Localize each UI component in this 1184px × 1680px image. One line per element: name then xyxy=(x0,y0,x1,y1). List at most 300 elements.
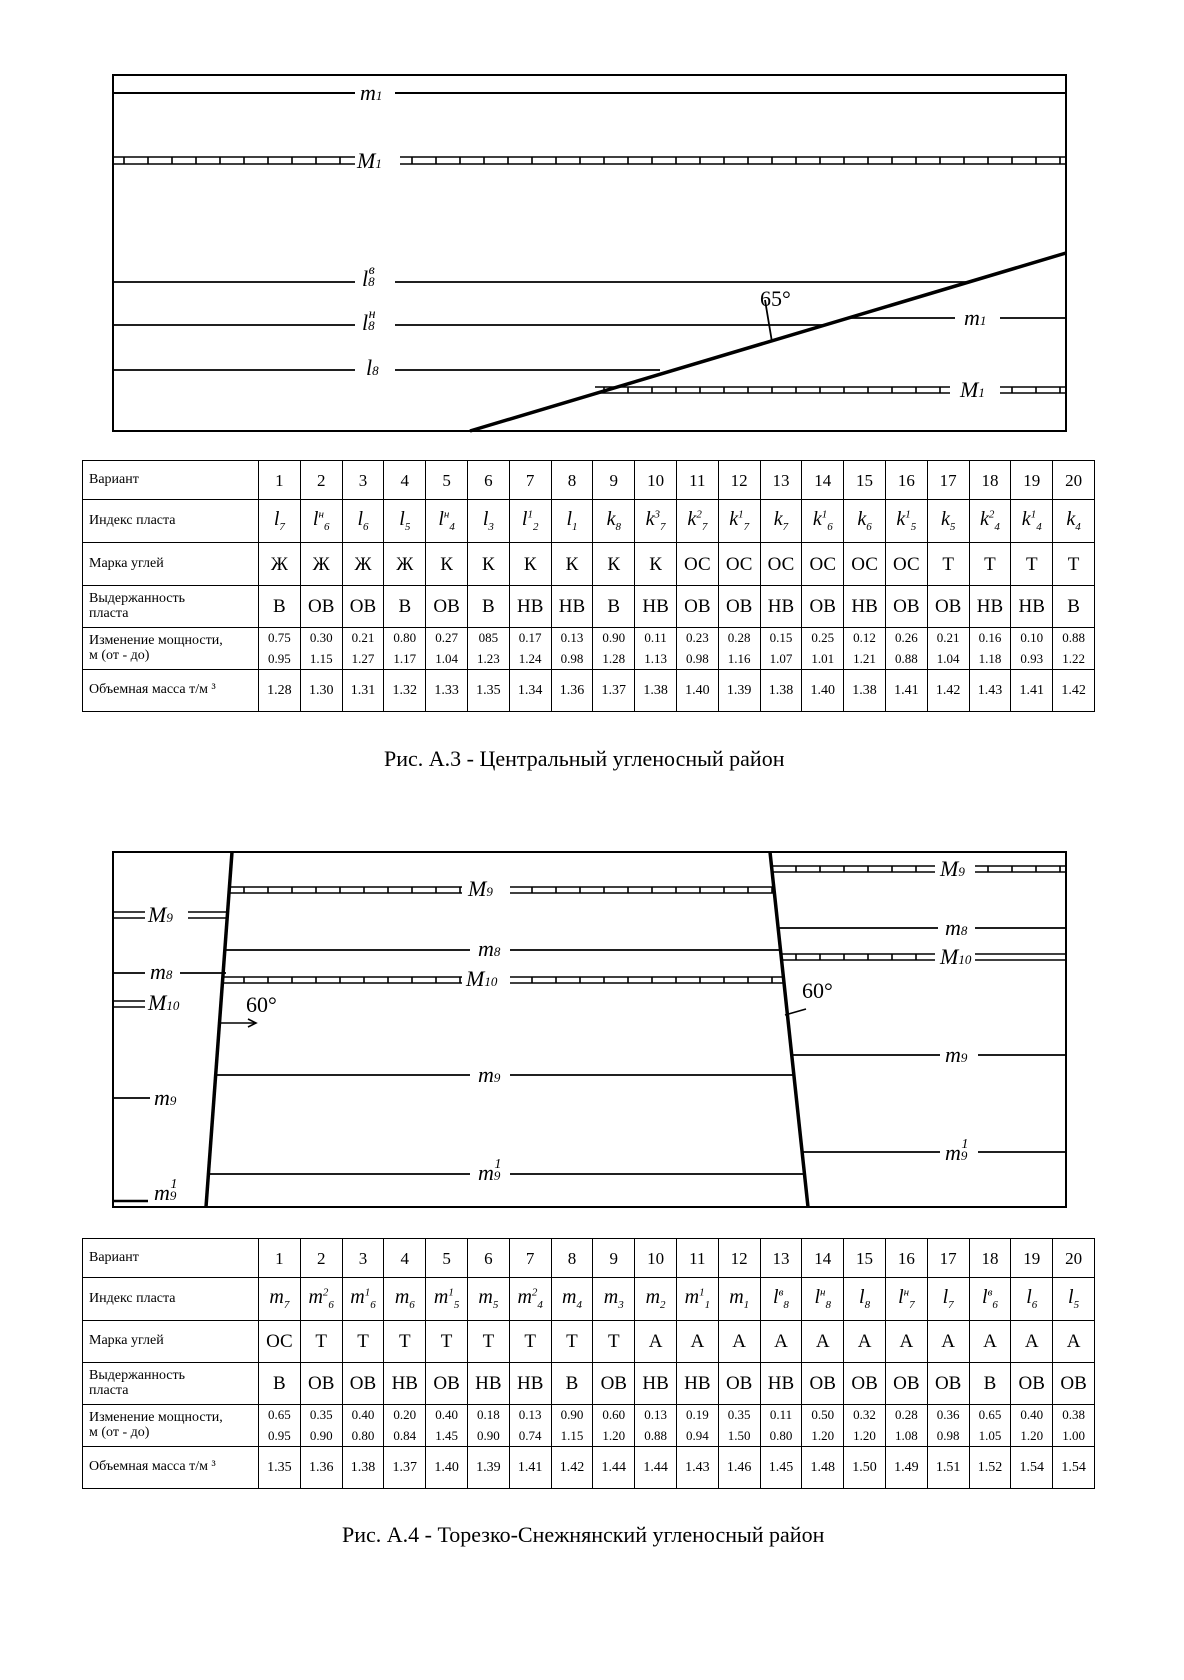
variant-cell: 2 xyxy=(300,461,342,500)
index-cell: $k^1_5$ xyxy=(885,500,927,543)
variant-cell: 6 xyxy=(467,1239,509,1278)
mass-cell: 1.32 xyxy=(384,670,426,712)
thickness-cell: 085 1.23 xyxy=(467,628,509,670)
mass-cell: 1.35 xyxy=(467,670,509,712)
stability-cell: ОВ xyxy=(1053,1363,1095,1405)
thickness-cell: 0.65 1.05 xyxy=(969,1405,1011,1447)
mark-cell: А xyxy=(718,1321,760,1363)
mark-cell: Ж xyxy=(384,543,426,586)
mass-cell: 1.41 xyxy=(1011,670,1053,712)
index-cell: $m_4$ xyxy=(551,1278,593,1321)
stability-cell: В xyxy=(593,586,635,628)
variant-cell: 8 xyxy=(551,461,593,500)
thickness-cell: 0.90 1.15 xyxy=(551,1405,593,1447)
variant-cell: 11 xyxy=(676,461,718,500)
variant-cell: 4 xyxy=(384,1239,426,1278)
thickness-cell: 0.50 1.20 xyxy=(802,1405,844,1447)
index-cell: $l_3$ xyxy=(467,500,509,543)
index-cell: $m_3$ xyxy=(593,1278,635,1321)
thickness-cell: 0.16 1.18 xyxy=(969,628,1011,670)
mark-cell: К xyxy=(509,543,551,586)
mark-cell: А xyxy=(1011,1321,1053,1363)
thickness-cell: 0.65 0.95 xyxy=(259,1405,301,1447)
stability-cell: ОВ xyxy=(718,586,760,628)
index-cell: $l_5$ xyxy=(384,500,426,543)
mark-cell: ОС xyxy=(885,543,927,586)
mark-cell: А xyxy=(927,1321,969,1363)
stability-cell: ОВ xyxy=(844,1363,886,1405)
stability-cell: НВ xyxy=(760,1363,802,1405)
mass-cell: 1.38 xyxy=(635,670,677,712)
mark-cell: Т xyxy=(969,543,1011,586)
seam-M9-center-line xyxy=(230,887,775,893)
mark-cell: Т xyxy=(426,1321,468,1363)
label-l8v: $l8^в$ xyxy=(362,263,375,291)
variant-cell: 9 xyxy=(593,1239,635,1278)
index-cell: $m^1_1$ xyxy=(676,1278,718,1321)
thickness-cell: 0.19 0.94 xyxy=(676,1405,718,1447)
stability-cell: ОВ xyxy=(927,586,969,628)
thickness-cell: 0.28 1.08 xyxy=(885,1405,927,1447)
label-m1-top: m1 xyxy=(360,80,383,105)
thickness-row xyxy=(83,1405,1095,1447)
variant-cell: 5 xyxy=(426,461,468,500)
index-cell: $l^н_4$ xyxy=(426,500,468,543)
variant-cell: 20 xyxy=(1053,461,1095,500)
index-row xyxy=(83,500,1095,543)
mark-cell: Т xyxy=(551,1321,593,1363)
index-cell: $l_7$ xyxy=(927,1278,969,1321)
variant-cell: 6 xyxy=(467,461,509,500)
stability-cell: В xyxy=(969,1363,1011,1405)
thickness-row xyxy=(83,628,1095,670)
fault-line xyxy=(470,253,1066,431)
mass-cell: 1.41 xyxy=(885,670,927,712)
mass-cell: 1.49 xyxy=(885,1447,927,1489)
thickness-cell: 0.27 1.04 xyxy=(426,628,468,670)
mark-row xyxy=(83,1321,1095,1363)
thickness-cell: 0.28 1.16 xyxy=(718,628,760,670)
mass-cell: 1.40 xyxy=(426,1447,468,1489)
thickness-cell: 0.20 0.84 xyxy=(384,1405,426,1447)
figure4-frame xyxy=(113,852,1066,1207)
seam-M9-right-line xyxy=(772,866,1066,872)
mass-cell: 1.44 xyxy=(635,1447,677,1489)
mass-cell: 1.42 xyxy=(927,670,969,712)
mark-cell: ОС xyxy=(676,543,718,586)
mark-cell: К xyxy=(635,543,677,586)
mark-header: Марка углей xyxy=(83,1321,259,1363)
index-cell: $k^3_7$ xyxy=(635,500,677,543)
mark-cell: А xyxy=(760,1321,802,1363)
mass-cell: 1.36 xyxy=(300,1447,342,1489)
index-cell: $m^1_6$ xyxy=(342,1278,384,1321)
mark-cell: А xyxy=(676,1321,718,1363)
mass-cell: 1.46 xyxy=(718,1447,760,1489)
mark-cell: К xyxy=(426,543,468,586)
mark-cell: А xyxy=(969,1321,1011,1363)
stability-cell: ОВ xyxy=(802,1363,844,1405)
thickness-cell: 0.88 1.22 xyxy=(1053,628,1095,670)
thickness-cell: 0.32 1.20 xyxy=(844,1405,886,1447)
thickness-cell: 0.26 0.88 xyxy=(885,628,927,670)
mark-cell: Ж xyxy=(300,543,342,586)
thickness-cell: 0.18 0.90 xyxy=(467,1405,509,1447)
variant-cell: 13 xyxy=(760,1239,802,1278)
mass-row xyxy=(83,670,1095,712)
mark-header: Марка углей xyxy=(83,543,259,586)
index-cell: $l_6$ xyxy=(1011,1278,1053,1321)
index-cell: $k_4$ xyxy=(1053,500,1095,543)
stability-cell: НВ xyxy=(635,586,677,628)
stability-cell: ОВ xyxy=(927,1363,969,1405)
label-l8: l8 xyxy=(366,355,379,380)
variant-cell: 16 xyxy=(885,1239,927,1278)
label-m91-center: $m9^1$ xyxy=(478,1157,502,1185)
thickness-cell: 0.40 1.45 xyxy=(426,1405,468,1447)
label-l8n: $l8^н$ xyxy=(362,307,376,335)
mark-cell: Т xyxy=(927,543,969,586)
thickness-cell: 0.23 0.98 xyxy=(676,628,718,670)
stability-cell: НВ xyxy=(1011,586,1053,628)
index-cell: $m_2$ xyxy=(635,1278,677,1321)
variant-cell: 15 xyxy=(844,1239,886,1278)
variant-cell: 17 xyxy=(927,461,969,500)
variant-cell: 10 xyxy=(635,461,677,500)
index-cell: $l^н_7$ xyxy=(885,1278,927,1321)
mass-cell: 1.28 xyxy=(259,670,301,712)
mark-cell: Т xyxy=(467,1321,509,1363)
index-cell: $k^2_4$ xyxy=(969,500,1011,543)
angle-label-right: 60° xyxy=(802,978,833,1003)
figure3-frame xyxy=(113,75,1066,431)
thickness-header: Изменение мощности, м (от - до) xyxy=(83,1405,259,1447)
mass-cell: 1.41 xyxy=(509,1447,551,1489)
stability-cell: ОВ xyxy=(1011,1363,1053,1405)
variant-cell: 15 xyxy=(844,461,886,500)
stability-row xyxy=(83,586,1095,628)
variant-cell: 14 xyxy=(802,1239,844,1278)
label-M9-center: M9 xyxy=(468,876,493,901)
mass-cell: 1.52 xyxy=(969,1447,1011,1489)
mass-cell: 1.54 xyxy=(1011,1447,1053,1489)
mark-cell: К xyxy=(551,543,593,586)
thickness-cell: 0.60 1.20 xyxy=(593,1405,635,1447)
label-m8-right: m8 xyxy=(945,915,968,940)
seam-M10-right-line xyxy=(782,954,1066,960)
angle-label-65: 65° xyxy=(760,286,791,311)
stability-cell: НВ xyxy=(760,586,802,628)
stability-cell: ОВ xyxy=(342,1363,384,1405)
mark-cell: ОС xyxy=(844,543,886,586)
mark-cell: Т xyxy=(384,1321,426,1363)
stability-cell: В xyxy=(384,586,426,628)
variant-cell: 17 xyxy=(927,1239,969,1278)
variant-cell: 1 xyxy=(259,461,301,500)
stability-cell: В xyxy=(551,1363,593,1405)
thickness-cell: 0.21 1.27 xyxy=(342,628,384,670)
stability-cell: ОВ xyxy=(300,586,342,628)
mark-cell: А xyxy=(885,1321,927,1363)
variant-cell: 4 xyxy=(384,461,426,500)
thickness-cell: 0.25 1.01 xyxy=(802,628,844,670)
variant-cell: 18 xyxy=(969,1239,1011,1278)
label-m1-right: m1 xyxy=(964,305,987,330)
mark-cell: ОС xyxy=(760,543,802,586)
mass-cell: 1.50 xyxy=(844,1447,886,1489)
thickness-header: Изменение мощности, м (от - до) xyxy=(83,628,259,670)
index-header: Индекс пласта xyxy=(83,500,259,543)
mass-cell: 1.31 xyxy=(342,670,384,712)
mass-cell: 1.42 xyxy=(1053,670,1095,712)
variant-cell: 7 xyxy=(509,1239,551,1278)
label-m8-left: m8 xyxy=(150,959,173,984)
label-M1-right: M1 xyxy=(960,377,985,402)
left-fault-line xyxy=(206,852,232,1207)
variant-cell: 19 xyxy=(1011,1239,1053,1278)
index-cell: $k^1_7$ xyxy=(718,500,760,543)
mark-cell: Т xyxy=(593,1321,635,1363)
thickness-cell: 0.75 0.95 xyxy=(259,628,301,670)
thickness-cell: 0.17 1.24 xyxy=(509,628,551,670)
index-cell: $m^2_4$ xyxy=(509,1278,551,1321)
seam-M1-line xyxy=(113,157,1066,164)
angle-label-left: 60° xyxy=(246,992,277,1017)
mass-cell: 1.36 xyxy=(551,670,593,712)
mass-cell: 1.40 xyxy=(676,670,718,712)
variant-cell: 5 xyxy=(426,1239,468,1278)
label-M10-left: M10 xyxy=(148,990,180,1015)
thickness-cell: 0.21 1.04 xyxy=(927,628,969,670)
thickness-cell: 0.11 1.13 xyxy=(635,628,677,670)
thickness-cell: 0.90 1.28 xyxy=(593,628,635,670)
thickness-cell: 0.15 1.07 xyxy=(760,628,802,670)
mass-cell: 1.38 xyxy=(844,670,886,712)
mark-cell: А xyxy=(802,1321,844,1363)
mass-cell: 1.30 xyxy=(300,670,342,712)
variant-cell: 2 xyxy=(300,1239,342,1278)
mark-cell: Т xyxy=(1011,543,1053,586)
stability-cell: НВ xyxy=(384,1363,426,1405)
mass-cell: 1.39 xyxy=(467,1447,509,1489)
index-cell: $k_8$ xyxy=(593,500,635,543)
stability-cell: В xyxy=(259,586,301,628)
index-cell: $l_7$ xyxy=(259,500,301,543)
thickness-cell: 0.30 1.15 xyxy=(300,628,342,670)
mass-cell: 1.43 xyxy=(676,1447,718,1489)
mass-cell: 1.37 xyxy=(384,1447,426,1489)
label-m91-left: $m9^1$ xyxy=(154,1177,178,1205)
index-cell: $l^н_8$ xyxy=(802,1278,844,1321)
variant-cell: 11 xyxy=(676,1239,718,1278)
variant-cell: 9 xyxy=(593,461,635,500)
variant-header: Вариант xyxy=(83,1239,259,1278)
mark-cell: ОС xyxy=(802,543,844,586)
variant-cell: 16 xyxy=(885,461,927,500)
index-cell: $k_7$ xyxy=(760,500,802,543)
label-M1-top: M1 xyxy=(357,148,382,173)
mark-cell: Т xyxy=(509,1321,551,1363)
stability-cell: НВ xyxy=(635,1363,677,1405)
mass-cell: 1.34 xyxy=(509,670,551,712)
index-cell: $l_8$ xyxy=(844,1278,886,1321)
index-cell: $k_6$ xyxy=(844,500,886,543)
stability-cell: В xyxy=(1053,586,1095,628)
thickness-cell: 0.11 0.80 xyxy=(760,1405,802,1447)
index-cell: $m^2_6$ xyxy=(300,1278,342,1321)
mass-cell: 1.39 xyxy=(718,670,760,712)
variant-cell: 7 xyxy=(509,461,551,500)
stability-cell: НВ xyxy=(844,586,886,628)
stability-cell: НВ xyxy=(467,1363,509,1405)
thickness-cell: 0.13 0.88 xyxy=(635,1405,677,1447)
index-cell: $l^в_8$ xyxy=(760,1278,802,1321)
thickness-cell: 0.10 0.93 xyxy=(1011,628,1053,670)
index-header: Индекс пласта xyxy=(83,1278,259,1321)
stability-cell: ОВ xyxy=(885,586,927,628)
mass-cell: 1.40 xyxy=(802,670,844,712)
label-M10-right: M10 xyxy=(940,944,972,969)
stability-cell: ОВ xyxy=(802,586,844,628)
label-m9-left: m9 xyxy=(154,1085,177,1110)
seam-M1-right-line xyxy=(595,387,1066,393)
variant-cell: 12 xyxy=(718,1239,760,1278)
mark-cell: А xyxy=(1053,1321,1095,1363)
mark-cell: А xyxy=(635,1321,677,1363)
thickness-cell: 0.35 1.50 xyxy=(718,1405,760,1447)
mass-row xyxy=(83,1447,1095,1489)
mass-cell: 1.51 xyxy=(927,1447,969,1489)
mark-row xyxy=(83,543,1095,586)
mass-cell: 1.33 xyxy=(426,670,468,712)
label-M10-center: M10 xyxy=(466,966,498,991)
variant-cell: 18 xyxy=(969,461,1011,500)
stability-cell: В xyxy=(467,586,509,628)
seam-M10-center-line xyxy=(224,977,784,983)
variant-cell: 12 xyxy=(718,461,760,500)
mass-cell: 1.45 xyxy=(760,1447,802,1489)
variant-cell: 3 xyxy=(342,461,384,500)
mark-cell: Т xyxy=(300,1321,342,1363)
mark-cell: ОС xyxy=(259,1321,301,1363)
index-cell: $l^н_6$ xyxy=(300,500,342,543)
variant-cell: 19 xyxy=(1011,461,1053,500)
index-cell: $l_6$ xyxy=(342,500,384,543)
stability-cell: ОВ xyxy=(342,586,384,628)
mass-cell: 1.48 xyxy=(802,1447,844,1489)
mass-cell: 1.35 xyxy=(259,1447,301,1489)
stability-cell: ОВ xyxy=(426,586,468,628)
index-row xyxy=(83,1278,1095,1321)
variant-row xyxy=(83,461,1095,500)
thickness-cell: 0.40 1.20 xyxy=(1011,1405,1053,1447)
mass-cell: 1.37 xyxy=(593,670,635,712)
label-M9-left: M9 xyxy=(148,902,173,927)
variant-cell: 8 xyxy=(551,1239,593,1278)
mass-cell: 1.38 xyxy=(342,1447,384,1489)
stability-cell: ОВ xyxy=(718,1363,760,1405)
mass-header: Объемная масса т/м ³ xyxy=(83,1447,259,1489)
thickness-cell: 0.80 1.17 xyxy=(384,628,426,670)
variant-cell: 14 xyxy=(802,461,844,500)
mark-cell: Ж xyxy=(259,543,301,586)
label-M9-right: M9 xyxy=(940,856,965,881)
thickness-cell: 0.35 0.90 xyxy=(300,1405,342,1447)
stability-cell: НВ xyxy=(551,586,593,628)
mass-header: Объемная масса т/м ³ xyxy=(83,670,259,712)
index-cell: $m_7$ xyxy=(259,1278,301,1321)
figure4-table xyxy=(82,1238,1095,1489)
index-cell: $l_5$ xyxy=(1053,1278,1095,1321)
stability-cell: ОВ xyxy=(676,586,718,628)
thickness-cell: 0.13 0.98 xyxy=(551,628,593,670)
stability-cell: ОВ xyxy=(885,1363,927,1405)
variant-cell: 20 xyxy=(1053,1239,1095,1278)
index-cell: $k^1_6$ xyxy=(802,500,844,543)
mass-cell: 1.54 xyxy=(1053,1447,1095,1489)
figure3-caption: Рис. А.3 - Центральный угленосный район xyxy=(384,746,785,771)
right-fault-line xyxy=(770,852,808,1207)
stability-cell: НВ xyxy=(509,1363,551,1405)
index-cell: $l_1$ xyxy=(551,500,593,543)
mark-cell: К xyxy=(593,543,635,586)
index-cell: $k^2_7$ xyxy=(676,500,718,543)
thickness-cell: 0.38 1.00 xyxy=(1053,1405,1095,1447)
seam-M10-left-line xyxy=(113,1001,145,1007)
label-m9-center: m9 xyxy=(478,1062,501,1087)
label-m91-right: $m9^1$ xyxy=(945,1137,969,1165)
thickness-cell: 0.40 0.80 xyxy=(342,1405,384,1447)
thickness-cell: 0.13 0.74 xyxy=(509,1405,551,1447)
stability-cell: ОВ xyxy=(300,1363,342,1405)
mark-cell: Ж xyxy=(342,543,384,586)
thickness-cell: 0.12 1.21 xyxy=(844,628,886,670)
index-cell: $k^1_4$ xyxy=(1011,500,1053,543)
mark-cell: ОС xyxy=(718,543,760,586)
stability-header: Выдержанность пласта xyxy=(83,586,259,628)
mass-cell: 1.43 xyxy=(969,670,1011,712)
thickness-cell: 0.36 0.98 xyxy=(927,1405,969,1447)
index-cell: $m_6$ xyxy=(384,1278,426,1321)
index-cell: $m^1_5$ xyxy=(426,1278,468,1321)
figure3-table xyxy=(82,460,1095,712)
stability-cell: НВ xyxy=(676,1363,718,1405)
index-cell: $m_1$ xyxy=(718,1278,760,1321)
mass-cell: 1.44 xyxy=(593,1447,635,1489)
variant-cell: 13 xyxy=(760,461,802,500)
mark-cell: К xyxy=(467,543,509,586)
index-cell: $l^1_2$ xyxy=(509,500,551,543)
mass-cell: 1.42 xyxy=(551,1447,593,1489)
mass-cell: 1.38 xyxy=(760,670,802,712)
index-cell: $k_5$ xyxy=(927,500,969,543)
label-m8-center: m8 xyxy=(478,936,501,961)
variant-cell: 3 xyxy=(342,1239,384,1278)
figure4-diagram xyxy=(113,852,1066,1207)
variant-cell: 1 xyxy=(259,1239,301,1278)
label-m9-right: m9 xyxy=(945,1042,968,1067)
index-cell: $m_5$ xyxy=(467,1278,509,1321)
index-cell: $l^в_6$ xyxy=(969,1278,1011,1321)
stability-cell: НВ xyxy=(509,586,551,628)
figure4-caption: Рис. А.4 - Торезко-Снежнянский угленосный район xyxy=(342,1522,825,1547)
stability-cell: ОВ xyxy=(593,1363,635,1405)
stability-cell: ОВ xyxy=(426,1363,468,1405)
stability-cell: НВ xyxy=(969,586,1011,628)
variant-row xyxy=(83,1239,1095,1278)
stability-header: Выдержанность пласта xyxy=(83,1363,259,1405)
mark-cell: Т xyxy=(342,1321,384,1363)
